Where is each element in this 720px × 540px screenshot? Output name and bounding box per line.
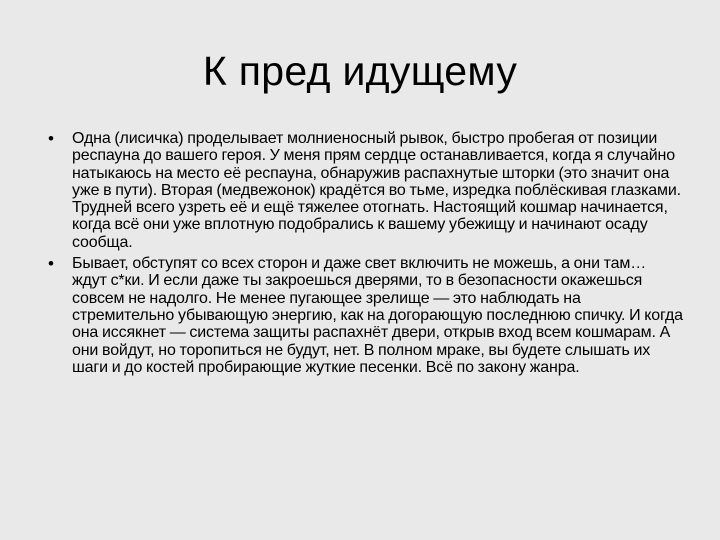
bullet-icon: •	[48, 129, 54, 148]
bullet-item-2	[48, 255, 684, 376]
bullet-item-1	[48, 130, 684, 251]
bullet-text: Бывает, обступят со всех сторон и даже свет включить не можешь, а они там… ждут с*ки. И если даже ты закроешься дверями, то в безопасности окажешься совсем не надолго. Не менее пугающее зрелище — это наблюдать на стремительно убывающую энергию, как на догорающую последнюю спичку. И когда она иссякнет — система защиты распахнёт двери, открыв вход всем кошмарам. А они войдут, но торопиться не будут, нет. В полном мраке, вы будете слышать их шаги и до костей пробирающие жуткие песенки. Всё по закону жанра.	[72, 255, 683, 376]
slide-title: К пред идущему	[202, 48, 518, 94]
bullet-text: Одна (лисичка) проделывает молниеносный рывок, быстро пробегая от позиции респауна до вашего героя. У меня прям сердце останавливается, когда я случайно натыкаюсь на место её респауна, обнаружив распахнутые шторки (это значит она уже в пути). Вторая (медвежонок) крадётся во тьме, изредка поблёскивая глазками. Трудней всего узреть её и ещё тяжелее отогнать. Настоящий кошмар начинается, когда всё они уже вплотную подобрались к вашему убежищу и начинают осаду сообща.	[72, 130, 681, 251]
slide-body	[48, 130, 684, 380]
bullet-icon: •	[48, 254, 54, 274]
